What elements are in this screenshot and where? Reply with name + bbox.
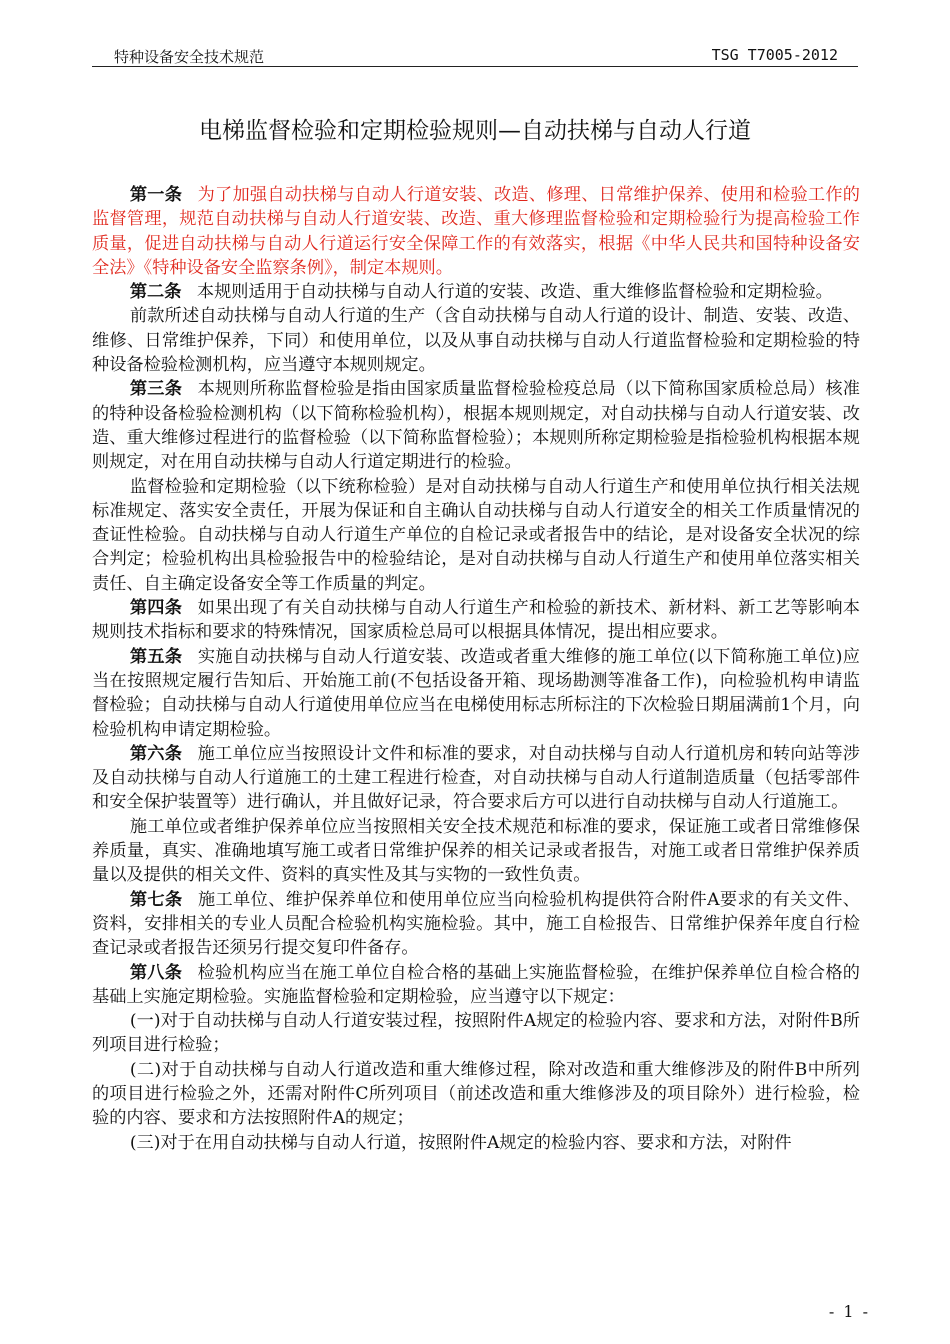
article-paragraph [92,183,860,280]
list-item [92,1131,860,1155]
body-paragraph [92,815,860,888]
article-number: 第五条 [129,646,183,667]
body-paragraph [92,475,860,596]
article-paragraph [92,377,860,474]
article-text: 本规则适用于自动扶梯与自动人行道的安装、改造、重大维修监督检验和定期检验。 [196,282,833,303]
list-item-text: (一)对于自动扶梯与自动人行道安装过程，按照附件A规定的检验内容、要求和方法，对附件B所列项目进行检验； [92,1011,860,1056]
article-text: 本规则所称监督检验是指由国家质量监督检验检疫总局（以下简称国家质检总局）核准的特种设备检验检测机构（以下简称检验机构），根据本规则规定，对自动扶梯与自动人行道安装、改造、重大维修过程进行的监督检验（以下简称监督检验）；本规则所称定期检验是指检验机构根据本规则规定，对在用自动扶梯与自动人行道定期进行的检验。 [92,379,860,473]
paragraph-text: 监督检验和定期检验（以下统称检验）是对自动扶梯与自动人行道生产和使用单位执行相关法规标准规定、落实安全责任，开展为保证和自主确认自动扶梯与自动人行道安全的相关工作质量情况的查证性检验。自动扶梯与自动人行道生产单位的自检记录或者报告中的结论，是对设备安全状况的综合判定；检验机构出具检验报告中的检验结论，是对自动扶梯与自动人行道生产和使用单位落实相关责任、自主确定设备安全等工作质量的判定。 [92,476,860,594]
article-number: 第三条 [129,379,183,400]
list-item-text: (三)对于在用自动扶梯与自动人行道，按照附件A规定的检验内容、要求和方法，对附件 [129,1132,792,1153]
body-paragraph [92,304,860,377]
list-item [92,1058,860,1131]
article-text: 检验机构应当在施工单位自检合格的基础上实施监督检验，在维护保养单位自检合格的基础上实施定期检验。实施监督检验和定期检验，应当遵守以下规定： [92,962,860,1007]
header-spec-title: 特种设备安全技术规范 [114,48,265,66]
paragraph-text: 前款所述自动扶梯与自动人行道的生产（含自动扶梯与自动人行道的设计、制造、安装、改造、维修、日常维护保养，下同）和使用单位，以及从事自动扶梯与自动人行道监督检验和定期检验的特种设备检验检测机构，应当遵守本规则规定。 [92,306,860,376]
article-paragraph [92,645,860,742]
article-number: 第八条 [129,962,183,983]
article-number: 第七条 [129,889,183,910]
page-number: - 1 - [828,1302,870,1321]
paragraph-text: 施工单位或者维护保养单位应当按照相关安全技术规范和标准的要求，保证施工或者日常维修保养质量，真实、准确地填写施工或者日常维护保养的相关记录或者报告，对施工或者日常维护保养质量以及提供的相关文件、资料的真实性及其与实物的一致性负责。 [92,816,860,886]
article-text: 施工单位应当按照设计文件和标准的要求，对自动扶梯与自动人行道机房和转向站等涉及自动扶梯与自动人行道施工的土建工程进行检查，对自动扶梯与自动人行道制造质量（包括零部件和安全保护装置等）进行确认，并且做好记录，符合要求后方可以进行自动扶梯与自动人行道施工。 [92,743,860,813]
article-text: 如果出现了有关自动扶梯与自动人行道生产和检验的新技术、新材料、新工艺等影响本规则技术指标和要求的特殊情况，国家质检总局可以根据具体情况，提出相应要求。 [92,598,860,643]
article-paragraph [92,596,860,645]
document-title: 电梯监督检验和定期检验规则—自动扶梯与自动人行道 [199,118,751,144]
article-number: 第四条 [129,598,183,619]
article-paragraph [92,961,860,1010]
article-text: 为了加强自动扶梯与自动人行道安装、改造、修理、日常维护保养、使用和检验工作的监督管理，规范自动扶梯与自动人行道安装、改造、重大修理监督检验和定期检验行为提高检验工作质量，促进自动扶梯与自动人行道运行安全保障工作的有效落实，根据《中华人民共和国特种设备安全法》《特种设备安全监察条例》，制定本规则。 [92,185,860,278]
article-number: 第二条 [129,282,182,303]
article-text: 施工单位、维护保养单位和使用单位应当向检验机构提供符合附件A要求的有关文件、资料，安排相关的专业人员配合检验机构实施检验。其中，施工自检报告、日常维护保养年度自行检查记录或者报告还须另行提交复印件备存。 [92,889,860,959]
article-paragraph [92,742,860,815]
page-header [92,44,858,68]
article-number: 第六条 [129,743,183,764]
header-rule [92,66,858,67]
list-item-text: (二)对于自动扶梯与自动人行道改造和重大维修过程，除对改造和重大维修涉及的附件B中所列的项目进行检验之外，还需对附件C所列项目（前述改造和重大维修涉及的项目除外）进行检验，检验的内容、要求和方法按照附件A的规定； [92,1059,860,1129]
header-standard-code: TSG T7005-2012 [711,46,838,64]
document-body [92,183,860,1155]
list-item [92,1009,860,1058]
article-text: 实施自动扶梯与自动人行道安装、改造或者重大维修的施工单位(以下简称施工单位)应当在按照规定履行告知后、开始施工前(不包括设备开箱、现场勘测等准备工作)，向检验机构申请监督检验；自动扶梯与自动人行道使用单位应当在电梯使用标志所标注的下次检验日期届满前1个月，向检验机构申请定期检验。 [92,646,860,740]
article-number: 第一条 [129,185,183,205]
article-paragraph [92,280,860,304]
article-paragraph [92,888,860,961]
